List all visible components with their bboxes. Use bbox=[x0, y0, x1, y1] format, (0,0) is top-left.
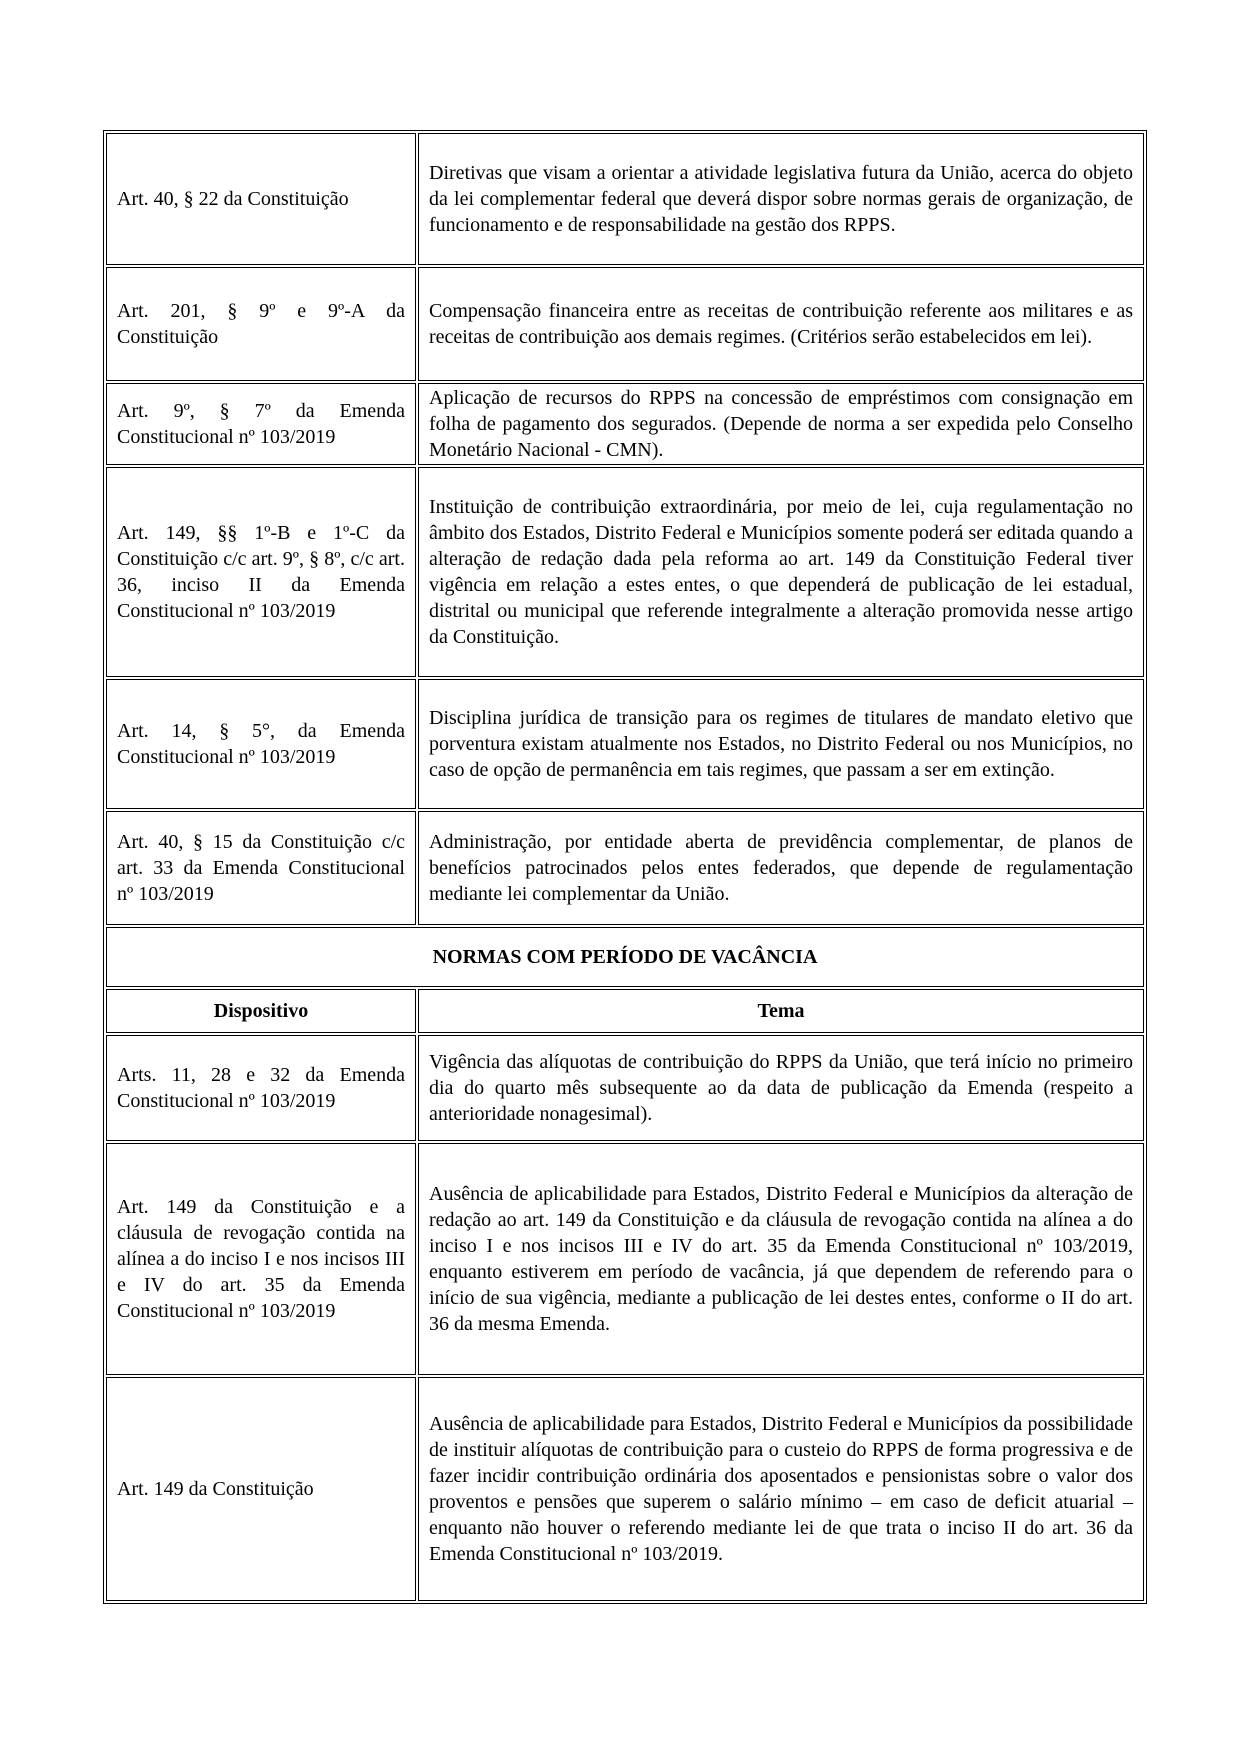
tema-text: Compensação financeira entre as receitas de contribuição referente aos militares e as receitas de contribuição aos demais regimes. (Critérios serão estabelecidos em lei). bbox=[429, 300, 1133, 348]
section-title: NORMAS COM PERÍODO DE VACÂNCIA bbox=[106, 927, 1144, 987]
tema-text: Aplicação de recursos do RPPS na concessão de empréstimos com consignação em folha de pagamento dos segurados. (Depende de norma a ser expedida pelo Conselho Monetário Nacional - CMN). bbox=[429, 387, 1133, 461]
tema-cell bbox=[418, 811, 1144, 925]
table-row bbox=[106, 467, 1144, 677]
tema-cell bbox=[418, 679, 1144, 809]
dispositivo-cell bbox=[106, 1035, 416, 1141]
table-row bbox=[106, 267, 1144, 381]
dispositivo-text: Art. 40, § 15 da Constituição c/c art. 33 da Emenda Constitucional nº 103/2019 bbox=[117, 831, 405, 905]
tema-cell bbox=[418, 1377, 1144, 1601]
tema-text: Instituição de contribuição extraordinária, por meio de lei, cuja regulamentação no âmbito dos Estados, Distrito Federal e Municípios somente poderá ser editada quando a alteração de redação dada pela reforma ao art. 149 da Constituição Federal tiver vigência em relação a estes entes, o que dependerá de publicação de lei estadual, distrital ou municipal que referende integralmente a alteração promovida nesse artigo da Constituição. bbox=[429, 496, 1133, 648]
tema-cell bbox=[418, 467, 1144, 677]
dispositivo-cell bbox=[106, 267, 416, 381]
dispositivo-cell bbox=[106, 1377, 416, 1601]
dispositivo-cell bbox=[106, 133, 416, 265]
tema-text: Vigência das alíquotas de contribuição do RPPS da União, que terá início no primeiro dia do quarto mês subsequente ao da data de publicação da Emenda (respeito a anterioridade nonagesimal). bbox=[429, 1051, 1133, 1125]
tema-text: Administração, por entidade aberta de previdência complementar, de planos de benefícios patrocinados pelos entes federados, que depende de regulamentação mediante lei complementar da União. bbox=[429, 831, 1133, 905]
table-row bbox=[106, 383, 1144, 465]
dispositivo-text: Art. 149, §§ 1º-B e 1º-C da Constituição c/c art. 9º, § 8º, c/c art. 36, inciso II da Emenda Constitucional nº 103/2019 bbox=[117, 522, 405, 622]
tema-cell bbox=[418, 133, 1144, 265]
tema-cell bbox=[418, 267, 1144, 381]
table-row bbox=[106, 811, 1144, 925]
dispositivo-text: Art. 9º, § 7º da Emenda Constitucional nº 103/2019 bbox=[117, 400, 405, 448]
section-title-row bbox=[106, 927, 1144, 987]
tema-text: Disciplina jurídica de transição para os regimes de titulares de mandato eletivo que porventura existam atualmente nos Estados, no Distrito Federal ou nos Municípios, no caso de opção de permanência em tais regimes, que passam a ser em extinção. bbox=[429, 707, 1133, 781]
table-row bbox=[106, 133, 1144, 265]
tema-cell bbox=[418, 383, 1144, 465]
dispositivo-text: Art. 149 da Constituição bbox=[117, 1478, 314, 1500]
table-row bbox=[106, 1377, 1144, 1601]
document-page bbox=[103, 130, 1147, 1604]
dispositivo-cell bbox=[106, 383, 416, 465]
dispositivo-text: Art. 14, § 5°, da Emenda Constitucional nº 103/2019 bbox=[117, 720, 405, 768]
tema-text: Diretivas que visam a orientar a atividade legislativa futura da União, acerca do objeto da lei complementar federal que deverá dispor sobre normas gerais de organização, de funcionamento e de responsabilidade na gestão dos RPPS. bbox=[429, 162, 1133, 236]
dispositivo-cell bbox=[106, 811, 416, 925]
table-row bbox=[106, 679, 1144, 809]
column-header-tema: Tema bbox=[418, 989, 1144, 1033]
tema-cell bbox=[418, 1143, 1144, 1375]
tema-text: Ausência de aplicabilidade para Estados, Distrito Federal e Municípios da possibilidade de instituir alíquotas de contribuição para o custeio do RPPS de forma progressiva e de fazer incidir contribuição ordinária dos aposentados e pensionistas sobre o valor dos proventos e pensões que superem o salário mínimo – em caso de deficit atuarial – enquanto não houver o referendo mediante lei de que trata o inciso II do art. 36 da Emenda Constitucional nº 103/2019. bbox=[429, 1413, 1133, 1565]
table-row bbox=[106, 1035, 1144, 1141]
dispositivo-text: Arts. 11, 28 e 32 da Emenda Constitucional nº 103/2019 bbox=[117, 1064, 405, 1112]
tema-cell bbox=[418, 1035, 1144, 1141]
dispositivo-text: Art. 40, § 22 da Constituição bbox=[117, 188, 349, 210]
tema-text: Ausência de aplicabilidade para Estados, Distrito Federal e Municípios da alteração de redação ao art. 149 da Constituição e da cláusula de revogação contida na alínea a do inciso I e nos incisos III e IV do art. 35 da Emenda Constitucional nº 103/2019, enquanto estiverem em período de vacância, já que dependem de referendo para o início de sua vigência, mediante a publicação de lei destes entes, conforme o II do art. 36 da mesma Emenda. bbox=[429, 1183, 1133, 1335]
dispositivo-text: Art. 149 da Constituição e a cláusula de revogação contida na alínea a do inciso I e nos incisos III e IV do art. 35 da Emenda Constitucional nº 103/2019 bbox=[117, 1196, 405, 1322]
norms-table bbox=[103, 130, 1147, 1604]
header-row bbox=[106, 989, 1144, 1033]
column-header-dispositivo: Dispositivo bbox=[106, 989, 416, 1033]
dispositivo-cell bbox=[106, 467, 416, 677]
dispositivo-text: Art. 201, § 9º e 9º-A da Constituição bbox=[117, 300, 405, 348]
dispositivo-cell bbox=[106, 679, 416, 809]
table-row bbox=[106, 1143, 1144, 1375]
dispositivo-cell bbox=[106, 1143, 416, 1375]
